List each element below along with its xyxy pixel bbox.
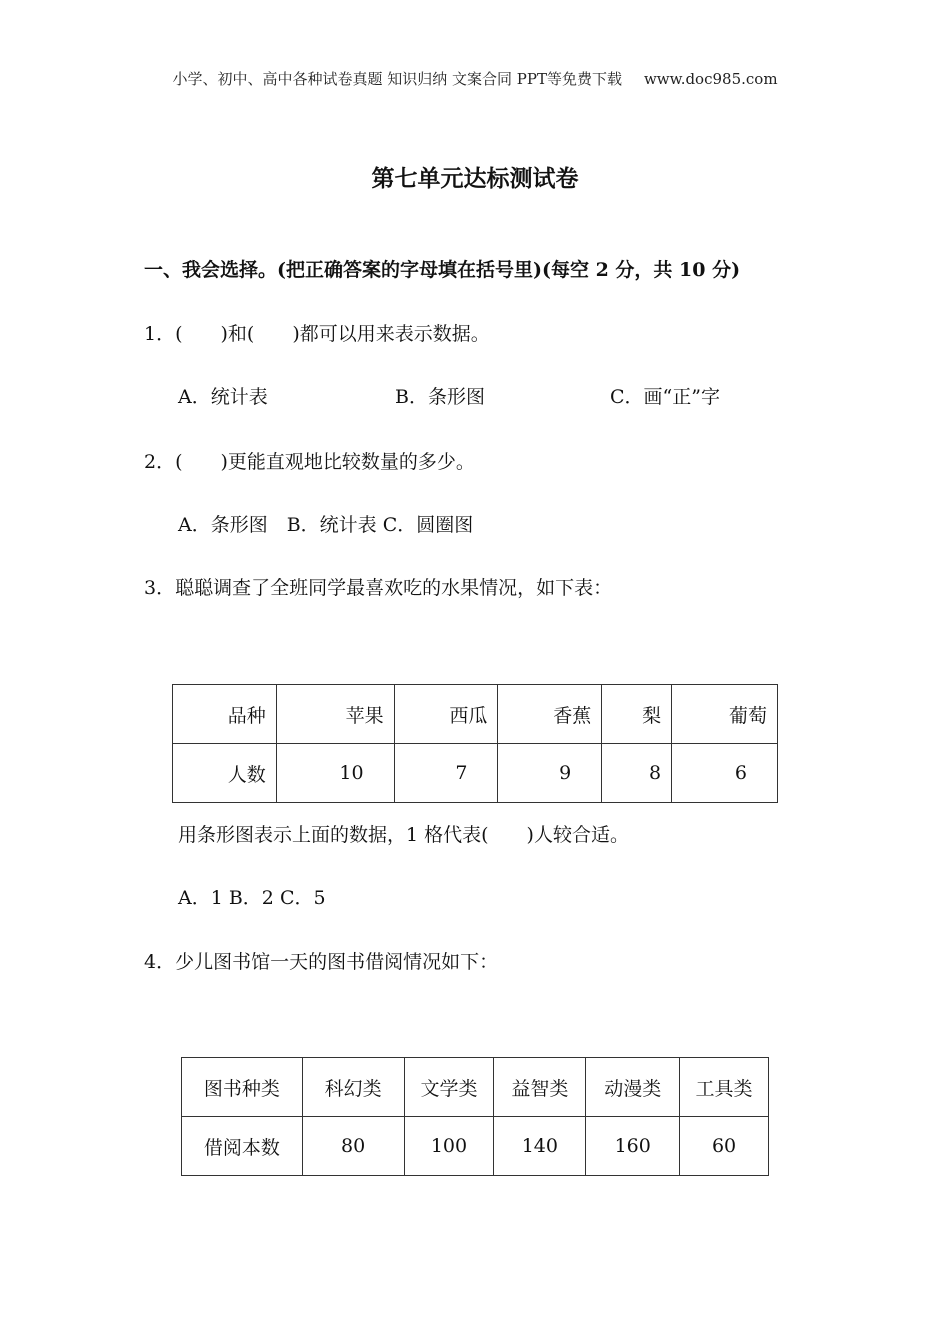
page-title: 第七单元达标测试卷 (371, 166, 579, 192)
section-heading: 一、我会选择。(把正确答案的字母填在括号里)(每空 2 分，共 10 分) (144, 259, 741, 281)
header-text: 小学、初中、高中各种试卷真题 知识归纳 文案合同 PPT等免费下载 (172, 70, 622, 88)
table-header-cell: 香蕉 (498, 685, 602, 744)
table-header-cell: 动漫类 (586, 1058, 680, 1117)
library-table (181, 1057, 769, 1176)
table-cell: 6 (672, 744, 778, 803)
question-2-options: A．条形图 B．统计表 C．圆圈图 (178, 514, 474, 536)
question-3-followup: 用条形图表示上面的数据，1 格代表( )人较合适。 (178, 824, 629, 846)
table-row (173, 744, 778, 803)
question-3-stem: 3．聪聪调查了全班同学最喜欢吃的水果情况，如下表： (144, 577, 613, 599)
table-row (182, 1117, 769, 1176)
table-cell: 100 (404, 1117, 494, 1176)
table-header-cell: 文学类 (404, 1058, 494, 1117)
table-row-label: 人数 (173, 744, 277, 803)
table-cell: 9 (498, 744, 602, 803)
question-2-stem: 2．( )更能直观地比较数量的多少。 (144, 451, 475, 473)
table-row-label: 借阅本数 (182, 1117, 303, 1176)
table-header-cell: 益智类 (494, 1058, 586, 1117)
question-1-option-a: A．统计表 (178, 386, 268, 408)
question-1-stem: 1．( )和( )都可以用来表示数据。 (144, 323, 490, 345)
table-header-cell: 西瓜 (394, 685, 498, 744)
table-header-cell: 品种 (173, 685, 277, 744)
question-1-option-c: C．画“正”字 (610, 386, 720, 408)
table-header-cell: 工具类 (680, 1058, 769, 1117)
header-site: www.doc985.com (643, 70, 778, 88)
table-header-cell: 梨 (602, 685, 672, 744)
question-4-stem: 4．少儿图书馆一天的图书借阅情况如下： (144, 951, 499, 973)
table-header-cell: 图书种类 (182, 1058, 303, 1117)
table-header-cell: 科幻类 (302, 1058, 404, 1117)
table-cell: 80 (302, 1117, 404, 1176)
table-cell: 10 (276, 744, 394, 803)
page-header (0, 68, 950, 89)
question-3-options: A．1 B．2 C．5 (178, 887, 326, 909)
table-cell: 60 (680, 1117, 769, 1176)
question-1-option-b: B．条形图 (395, 386, 485, 408)
fruit-table (172, 684, 778, 803)
table-header-cell: 苹果 (276, 685, 394, 744)
table-row (182, 1058, 769, 1117)
table-cell: 160 (586, 1117, 680, 1176)
table-cell: 7 (394, 744, 498, 803)
table-header-cell: 葡萄 (672, 685, 778, 744)
table-cell: 140 (494, 1117, 586, 1176)
table-row (173, 685, 778, 744)
table-cell: 8 (602, 744, 672, 803)
